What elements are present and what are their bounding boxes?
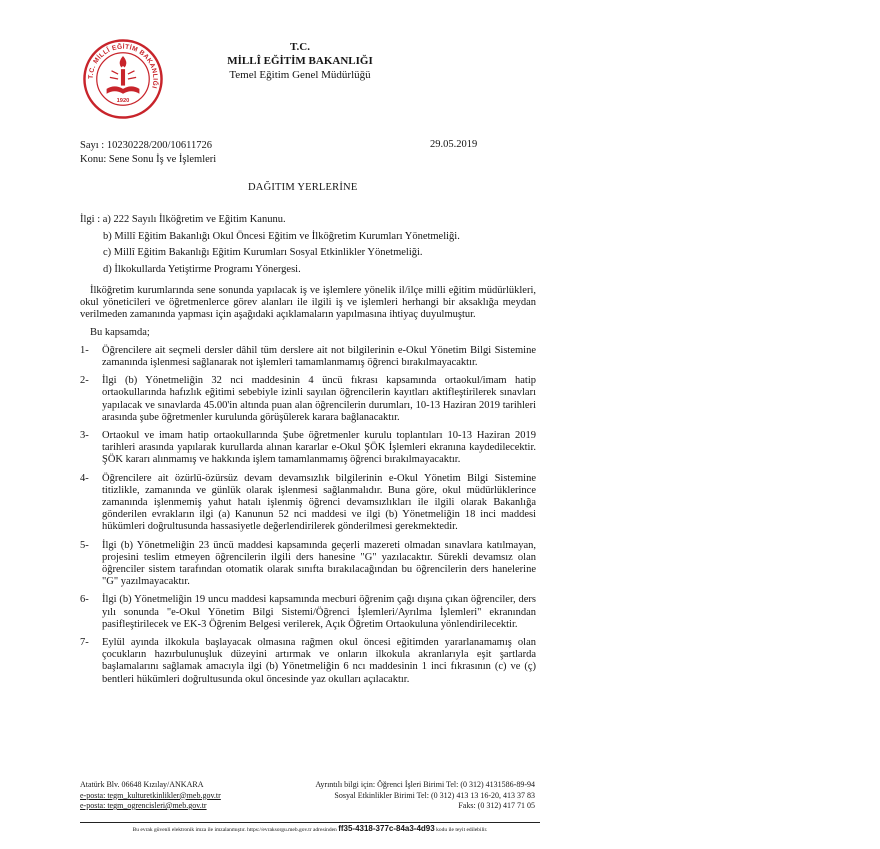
header-directorate: Temel Eğitim Genel Müdürlüğü xyxy=(229,69,371,81)
verification-prefix: Bu evrak güvenli elektronik imza ile imzalanmıştır. https://evraksorgu.meb.gov.tr adresinden xyxy=(132,827,337,833)
letter-header xyxy=(200,40,400,82)
header-ministry: MİLLÎ EĞİTİM BAKANLIĞI xyxy=(227,55,373,67)
item-number: 5- xyxy=(80,539,89,551)
numbered-item xyxy=(80,430,536,467)
footer-social-phone: Sosyal Etkinlikler Birimi Tel: (0 312) 413 13 16-20, 413 37 83 xyxy=(334,790,535,800)
item-text: Ortaokul ve imam hatip ortaokullarında Şube öğretmenler kurulu toplantıları 10-13 Haziran 2019 tarihleri arasında yapılarak kurullarda alınan kararlar e-Okul ŞÖK İşlemleri ekranına kaydedilecektir. ŞÖK kararı alınmamış ve hakkında işlem tamamlanmamış öğrenci bırakılmayacaktır. xyxy=(102,430,536,466)
header-tc: T.C. xyxy=(290,41,310,53)
ministry-seal-icon xyxy=(82,38,164,120)
seal-ring-text: T.C. MİLLÎ EĞİTİM BAKANLIĞI xyxy=(87,43,159,90)
seal-year: 1920 xyxy=(116,97,130,104)
numbered-item xyxy=(80,637,536,686)
footer-address: Atatürk Blv. 06648 Kızılay/ANKARA xyxy=(80,780,204,789)
numbered-item xyxy=(80,540,536,589)
footer-contact-left xyxy=(80,780,280,812)
numbered-item xyxy=(80,594,536,631)
numbered-item xyxy=(80,375,536,424)
document-number: Sayı : 10230228/200/10611726 xyxy=(80,140,213,151)
references-list xyxy=(80,212,540,278)
reference-item: d) İlkokullarda Yetiştirme Programı Yönergesi. xyxy=(103,263,301,275)
footer-email-2[interactable]: e-posta: tegm_ogrencisleri@meb.gov.tr xyxy=(80,801,207,810)
item-number: 1- xyxy=(80,344,89,356)
item-text: Öğrencilere ait özürlü-özürsüz devam devamsızlık bilgilerinin e-Okul Yönetim Bilgi Sistemine titizlikle, zamanında ve günlük olarak işlenmesi sağlanmalıdır. Buna göre, okul müdürlüklerince zamanında işlenmemiş yahut hatalı işlenmiş öğrenci devamsızlıkları ile ilgili olarak Bakanlığa gönderilen evrakların ilgi (a) Kanunun 52 nci maddesi ve ilgi (b) Yönetmeliğin 18 inci maddesi hükümleri doğrultusunda hassasiyetle değerlendirilerek gönderilmesi gerekmektedir. xyxy=(102,472,536,533)
document-date: 29.05.2019 xyxy=(430,139,478,150)
intro-paragraph: İlköğretim kurumlarında sene sonunda yapılacak iş ve işlemlere yönelik il/ilçe milli eğitim müdürlükleri, okul yöneticileri ve öğretmenlerce görev alanları ile ilgili iş ve işlemleri herhangi bir aksaklığa meydan verilmeden zamanında yapması için aşağıdaki açıklamaların yapılmasına ihtiyaç duyulmuştur. xyxy=(80,285,536,321)
item-number: 4- xyxy=(80,472,89,484)
verification-suffix: kodu ile teyit edilebilir. xyxy=(436,827,488,833)
verification-code: ff35-4318-377c-84a3-4d93 xyxy=(338,824,435,833)
lead-text: Bu kapsamda; xyxy=(90,326,150,338)
reference-item: c) Millî Eğitim Bakanlığı Eğitim Kurumları Sosyal Etkinlikler Yönetmeliği. xyxy=(103,247,423,258)
item-text: İlgi (b) Yönetmeliğin 32 nci maddesinin 4 üncü fıkrası kapsamında ortaokul/imam hatip ortaokullarında hafızlık eğitimi sebebiyle izinli sayılan öğrencilerin kayıtları aktifleştirilerek sınavları yapılacak ve sınavlarda 45.00'in altında puan alan öğrencilerin durumları, 10-13 Haziran 2019 tarihleri arasında şube öğretmenler kurulunda görüşülerek karara bağlanacaktır. xyxy=(102,375,536,423)
document-subject: Konu: Sene Sonu İş ve İşlemleri xyxy=(80,154,217,165)
item-number: 7- xyxy=(80,637,89,649)
numbered-item xyxy=(80,473,536,534)
item-number: 3- xyxy=(80,430,89,442)
item-number: 6- xyxy=(80,594,89,606)
item-number: 2- xyxy=(80,375,89,387)
item-text: Öğrencilere ait seçmeli dersler dâhil tüm derslere ait not bilgilerinin e-Okul Yönetim Bilgi Sistemine zamanında işlenmesi sağlanarak not işlemleri tamamlanmamış öğrenci bırakılmayacaktır. xyxy=(102,344,536,369)
verification-line xyxy=(80,825,540,834)
footer-email-1[interactable]: e-posta: tegm_kulturetkinlikler@meb.gov.tr xyxy=(80,790,221,800)
distribution-title: DAĞITIM YERLERİNE xyxy=(248,182,358,193)
footer-contact-right xyxy=(270,780,535,812)
item-text: İlgi (b) Yönetmeliğin 19 uncu maddesi kapsamında mecburi öğrenim çağı dışına çıkan öğrenciler, ders yılı sonunda "e-Okul Yönetim Bilgi Sistemi/Öğrenci İşlemleri/Ayrılma İşlemleri" ekranından pasifleştirilecek ve EK-3 Öğrenim Belgesi verilerek, Açık Öğretim Ortaokuluna yönlendirilecektir. xyxy=(102,594,536,630)
item-text: Eylül ayında ilkokula başlayacak olmasına rağmen okul öncesi eğitimden yararlanamamış olan çocukların hazırbulunuşluk düzeyini artırmak ve onların ilkokula akranlarıyla eşit şartlarda başlamalarını sağlamak amacıyla ilgi (b) Yönetmeliğin 6 ncı maddesinin 1 inci fıkrasının (c) ve (ç) bentleri hükümleri doğrultusunda okul öncesinde yaz okulları açılacaktır. xyxy=(102,637,536,685)
footer-info-phone: Ayrıntılı bilgi için: Öğrenci İşleri Birimi Tel: (0 312) 4131586-89-94 xyxy=(315,780,535,789)
reference-item: İlgi : a) 222 Sayılı İlköğretim ve Eğitim Kanunu. xyxy=(80,214,286,225)
footer-fax: Faks: (0 312) 417 71 05 xyxy=(458,801,535,810)
item-text: İlgi (b) Yönetmeliğin 23 üncü maddesi kapsamında geçerli mazereti olmadan sınavlara katılmayan, projesini teslim etmeyen öğrencilerin ilgili ders hanesine "G" yazılacaktır. Sürekli devamsız olan öğrenciler sistem tarafından otomatik olarak sınıfta bırakılacağından bu öğrencilerin ders hanelerine "G" yazılmayacaktır. xyxy=(102,539,536,588)
numbered-item xyxy=(80,345,536,369)
letter-body xyxy=(80,285,536,686)
footer-divider xyxy=(80,822,540,823)
reference-item: b) Millî Eğitim Bakanlığı Okul Öncesi Eğitim ve İlköğretim Kurumları Yönetmeliği. xyxy=(103,230,460,242)
